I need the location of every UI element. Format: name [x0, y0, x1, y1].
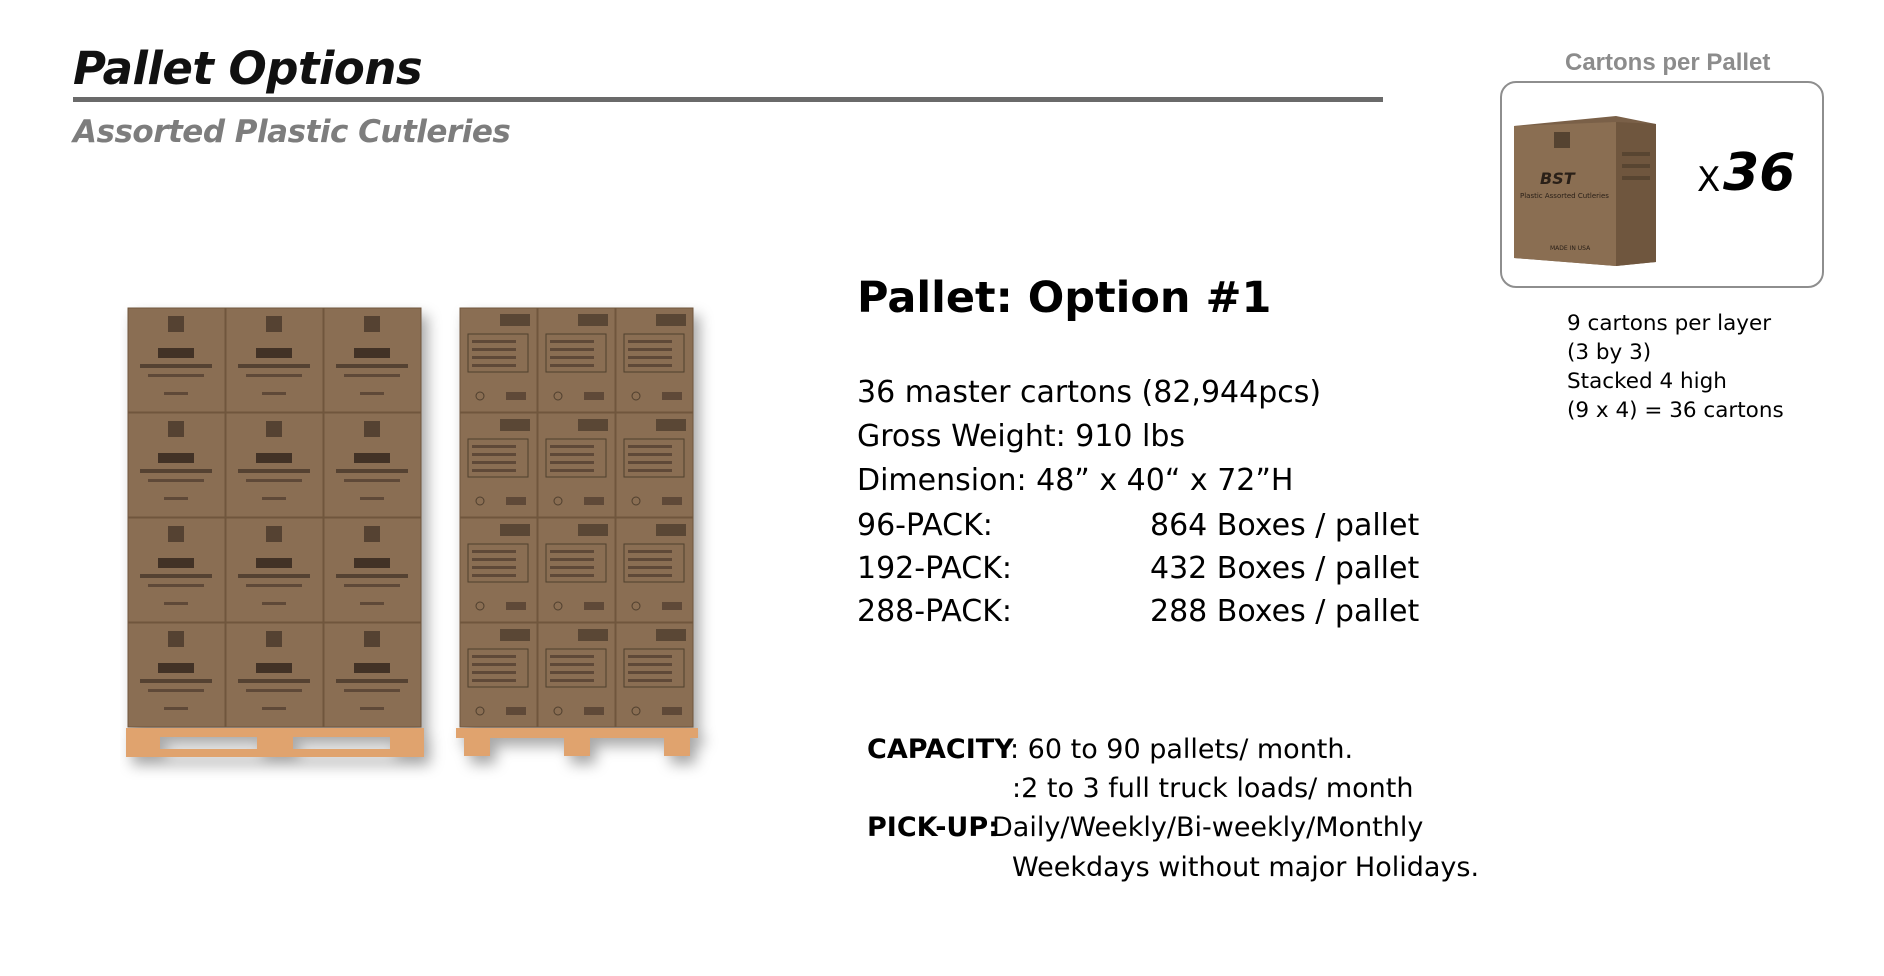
carton-side: [460, 518, 537, 622]
carton-front: [128, 518, 225, 622]
capacity-line-2: :2 to 3 full truck loads/ month: [1012, 773, 1414, 804]
note-line: 9 cartons per layer: [1567, 311, 1772, 336]
carton-front: [324, 623, 421, 727]
carton-front: [324, 518, 421, 622]
capacity-line-1: : 60 to 90 pallets/ month.: [1010, 734, 1354, 765]
carton-side: [538, 518, 615, 622]
carton-front: [128, 413, 225, 517]
carton-side: [616, 518, 693, 622]
carton-side: [538, 308, 615, 412]
page-subtitle: Assorted Plastic Cutleries: [73, 114, 511, 150]
pack-label: 288-PACK:: [857, 594, 1012, 629]
single-carton-image: [1510, 112, 1660, 267]
carton-side: [616, 623, 693, 727]
pack-label: 96-PACK:: [857, 508, 993, 543]
carton-count: 36: [1723, 143, 1796, 203]
carton-front: [226, 413, 323, 517]
pallet-stack-image: [120, 300, 720, 780]
capacity-label: CAPACITY: [867, 734, 1014, 765]
pack-value: 432 Boxes / pallet: [1150, 551, 1420, 586]
carton-side: [616, 308, 693, 412]
carton-side: [538, 623, 615, 727]
spec-dimension: Dimension: 48” x 40“ x 72”H: [857, 463, 1294, 498]
spec-weight: Gross Weight: 910 lbs: [857, 419, 1186, 454]
carton-side: [460, 413, 537, 517]
pack-value: 864 Boxes / pallet: [1150, 508, 1420, 543]
pack-value: 288 Boxes / pallet: [1150, 594, 1420, 629]
carton-product-label: Plastic Assorted Cutleries: [1520, 192, 1609, 200]
title-divider: [73, 97, 1383, 102]
pickup-line-2: Weekdays without major Holidays.: [1012, 852, 1480, 883]
carton-side: [460, 623, 537, 727]
pickup-line-1: Daily/Weekly/Bi-weekly/Monthly: [992, 812, 1424, 843]
page-title: Pallet Options: [73, 42, 423, 95]
carton-side: [460, 308, 537, 412]
carton-made-in: MADE IN USA: [1550, 245, 1591, 252]
carton-front: [128, 623, 225, 727]
layer-notes: [1567, 309, 1784, 425]
cartons-per-pallet-label: Cartons per Pallet: [1565, 49, 1771, 76]
note-line: (9 x 4) = 36 cartons: [1567, 398, 1784, 423]
carton-front: [226, 308, 323, 412]
carton-front: [226, 623, 323, 727]
carton-front: [324, 413, 421, 517]
carton-front: [226, 518, 323, 622]
pallet-base-side: [456, 728, 698, 756]
spec-cartons: 36 master cartons (82,944pcs): [857, 375, 1322, 410]
carton-front: [128, 308, 225, 412]
pickup-label: PICK-UP:: [867, 812, 999, 843]
carton-brand: BST: [1540, 169, 1575, 188]
carton-front: [324, 308, 421, 412]
carton-side: [616, 413, 693, 517]
note-line: Stacked 4 high: [1567, 369, 1727, 394]
multiplier-x: X: [1697, 160, 1721, 200]
carton-side: [538, 413, 615, 517]
pallet-base-front: [126, 728, 424, 757]
pack-label: 192-PACK:: [857, 551, 1012, 586]
option-title: Pallet: Option #1: [857, 273, 1272, 323]
note-line: (3 by 3): [1567, 340, 1652, 365]
